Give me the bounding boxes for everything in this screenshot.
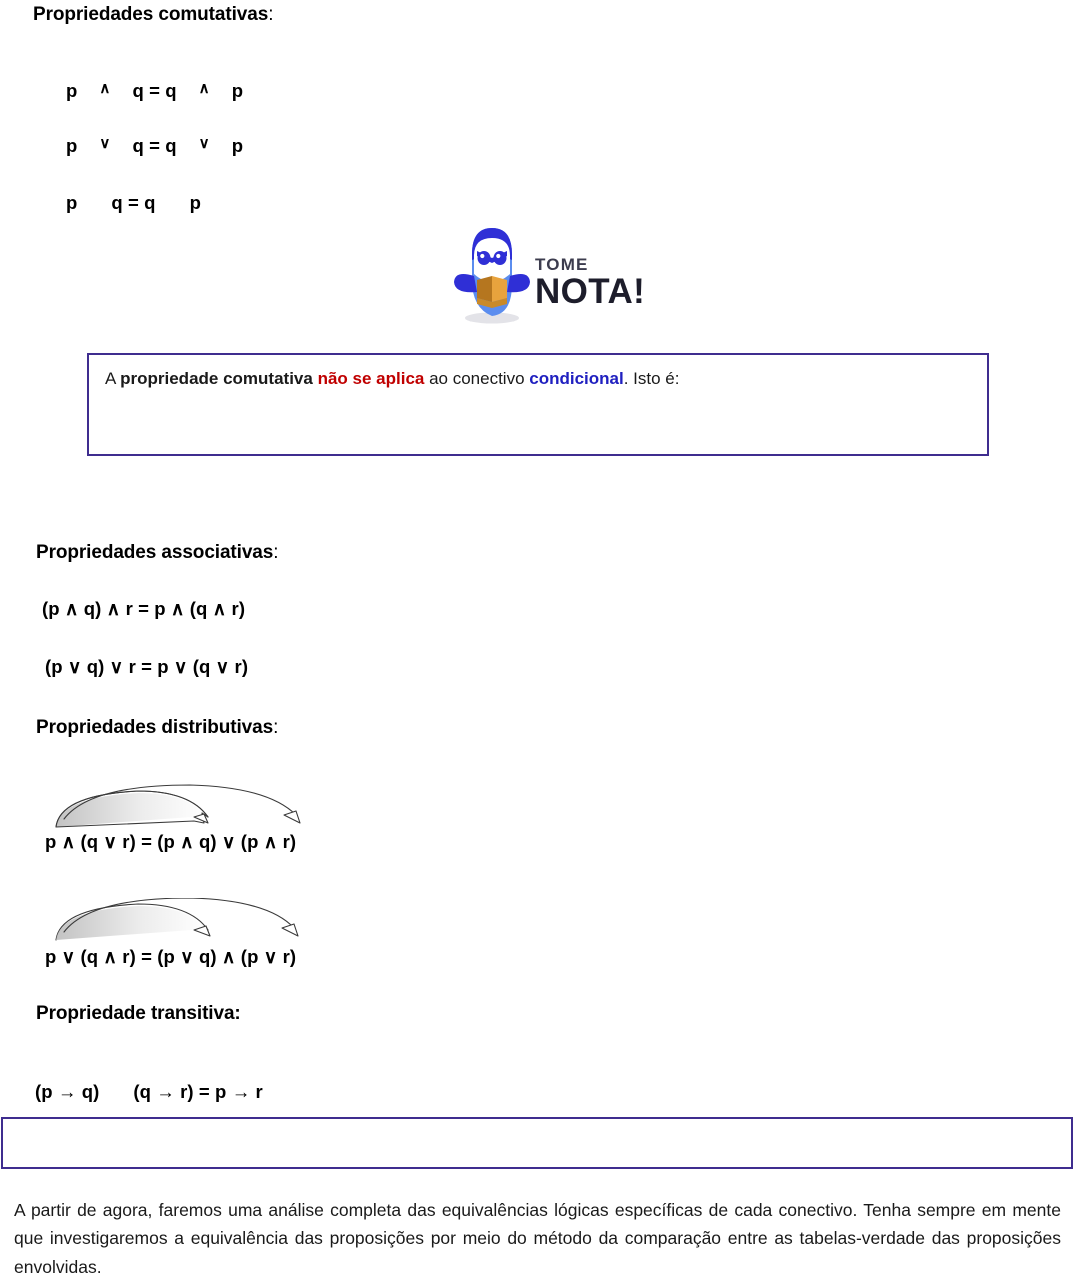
- callout-suffix: . Isto é:: [623, 369, 680, 388]
- operator-symbol: ∧: [198, 80, 210, 97]
- formula-distributive-1: p ∧ (q ∨ r) = (p ∧ q) ∨ (p ∧ r): [45, 831, 297, 852]
- heading-commutative-label: Propriedades comutativas: [33, 4, 269, 25]
- formula-left: p: [65, 192, 78, 213]
- callout-blue-text: condicional: [529, 369, 624, 388]
- distribution-arrows-group-2: [50, 898, 330, 951]
- formula-right: p: [231, 135, 244, 156]
- formula-mid: q = q: [132, 135, 177, 156]
- formula-commutative-biconditional: [45, 170, 201, 236]
- distribution-arrows-group-1: [50, 783, 330, 836]
- heading-distributive-label: Propriedades distributivas: [36, 717, 274, 738]
- formula-right: p: [231, 80, 244, 101]
- formula-left: p: [65, 135, 78, 156]
- closing-paragraph: A partir de agora, faremos uma análise completa das equivalências lógicas específicas de cada conectivo. Tenha sempre em mente que investigaremos a equivalência das proposições por meio do método da comparação entre as tabelas-verdade das proposições envolvidas.: [14, 1200, 1061, 1277]
- formula-right: p: [189, 192, 201, 213]
- formula-transitive-part2: (q → r) = p → r: [133, 1081, 263, 1102]
- formula-mid: q = q: [111, 192, 156, 213]
- heading-associative-label: Propriedades associativas: [36, 542, 274, 563]
- heading-commutative: [33, 4, 273, 26]
- tome-nota-logo: [447, 218, 646, 330]
- formula-transitive-part1: (p → q): [34, 1081, 100, 1102]
- heading-associative-colon: :: [273, 542, 279, 563]
- callout-empty-box: [1, 1117, 1073, 1169]
- operator-symbol: ∧: [99, 80, 111, 97]
- heading-distributive-colon: :: [273, 717, 279, 738]
- logo-text-tome: TOME: [535, 255, 589, 274]
- heading-commutative-colon: :: [268, 4, 274, 25]
- callout-note-text: [89, 355, 987, 392]
- operator-symbol: ∨: [99, 135, 111, 152]
- heading-transitive: Propriedade transitiva:: [36, 1003, 241, 1024]
- formula-commutative-or: [45, 112, 243, 179]
- callout-empty-text: [3, 1119, 1071, 1131]
- formula-mid: q = q: [132, 80, 177, 101]
- callout-red-text: não se aplica: [317, 369, 425, 388]
- heading-distributive: [36, 717, 278, 739]
- formula-associative-or: (p ∨ q) ∨ r = p ∨ (q ∨ r): [45, 656, 249, 677]
- callout-prefix: A: [105, 369, 121, 388]
- formula-left: p: [65, 80, 78, 101]
- curved-arrows-icon: [50, 898, 330, 946]
- formula-distributive-2: p ∨ (q ∧ r) = (p ∨ q) ∧ (p ∨ r): [45, 946, 297, 967]
- formula-associative-and: (p ∧ q) ∧ r = p ∧ (q ∧ r): [42, 598, 246, 619]
- operator-symbol: ∨: [198, 135, 210, 152]
- callout-bold-commutative: propriedade comutativa: [120, 369, 313, 388]
- logo-text-nota: NOTA!: [535, 272, 646, 311]
- callout-middle: ao conectivo: [424, 369, 530, 388]
- heading-associative: [36, 542, 278, 564]
- callout-note-box: [87, 353, 989, 456]
- formula-transitive: [14, 1059, 263, 1125]
- logo-wordmark: [535, 256, 645, 309]
- curved-arrows-icon: [50, 783, 330, 831]
